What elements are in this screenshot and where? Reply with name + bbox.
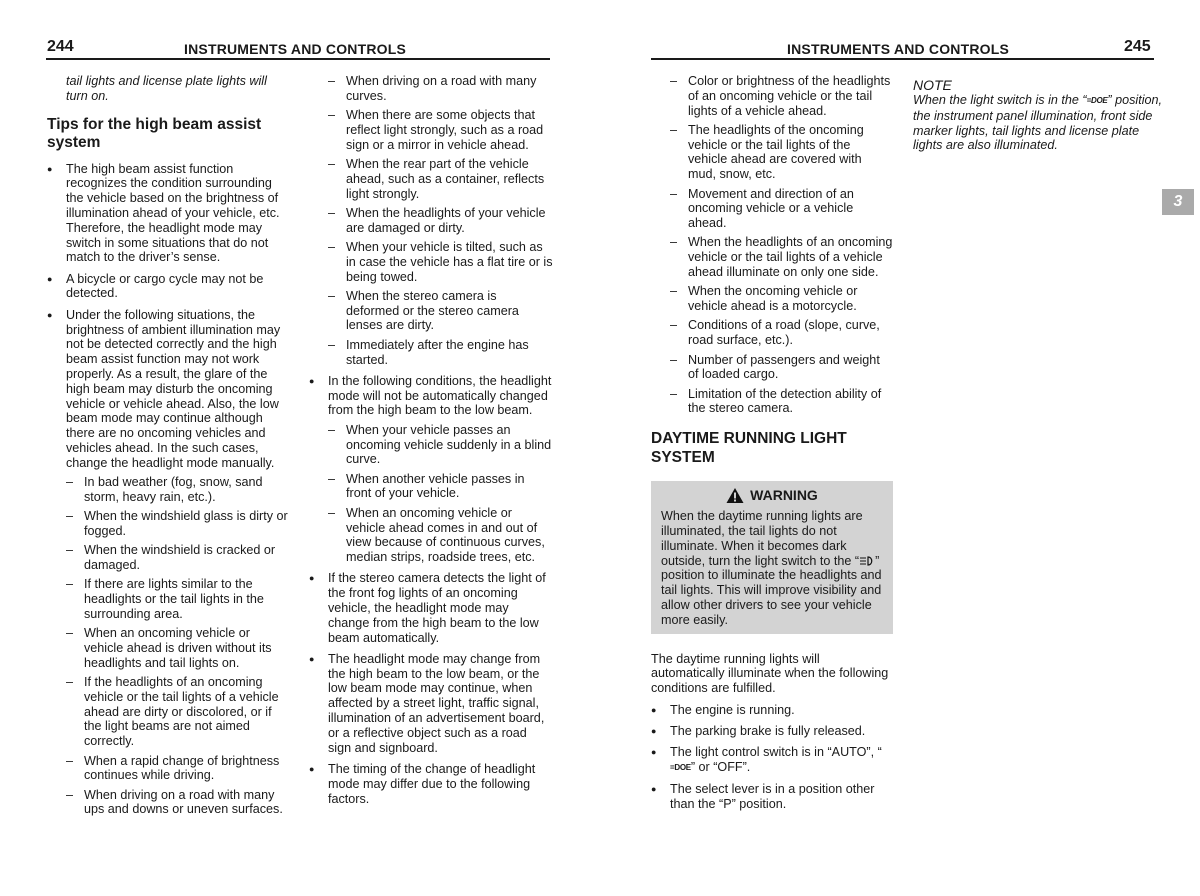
bullet-item: ● The timing of the change of headlight mode may differ due to the following factors. xyxy=(309,762,553,806)
tail-light-symbol-icon: =DOE xyxy=(670,762,691,772)
dash-item: – When the stereo camera is deformed or the stereo camera lenses are dirty. xyxy=(328,289,553,333)
dash-item: – When the headlights of your vehicle are damaged or dirty. xyxy=(328,206,553,236)
dash-item: – Immediately after the engine has started. xyxy=(328,338,553,368)
right-column-1 xyxy=(651,74,893,812)
dash-item: – In bad weather (fog, snow, sand storm, heavy rain, etc.). xyxy=(66,475,291,505)
warning-triangle-icon xyxy=(726,487,744,504)
note-text-part: When the light switch is in the “ xyxy=(913,93,1087,107)
dash-item: – Number of passengers and weight of loaded cargo. xyxy=(670,353,893,383)
dash-item: – When there are some objects that reflect light strongly, such as a road sign or a mirror in vehicle ahead. xyxy=(328,108,553,152)
bullet-text-part: The light control switch is in “AUTO”, “ xyxy=(670,745,882,760)
dash-item: – When the windshield glass is dirty or fogged. xyxy=(66,509,291,539)
dash-item: – The headlights of the oncoming vehicle or the tail lights of the vehicle ahead are covered with mud, snow, etc. xyxy=(670,123,893,182)
warning-text-part: ” position to illuminate the headlights and tail lights. This will improve visibility and allow other drivers to see your vehicle more easily. xyxy=(661,553,882,627)
dash-list xyxy=(47,475,291,817)
drl-paragraph: The daytime running lights will automatically illuminate when the following conditions are fulfilled. xyxy=(651,651,889,696)
dash-item: – When driving on a road with many ups and downs or uneven surfaces. xyxy=(66,788,291,818)
dash-item: – When the oncoming vehicle or vehicle ahead is a motorcycle. xyxy=(670,284,893,314)
tips-heading: Tips for the high beam assist system xyxy=(47,115,262,152)
bullet-item: ● The select lever is in a position other than the “P” position. xyxy=(651,782,893,812)
intro-text: tail lights and license plate lights will turn on. xyxy=(66,74,267,103)
dash-list xyxy=(309,423,553,565)
bullet-item: ● If the stereo camera detects the light of the front fog lights of an oncoming vehicle, the headlight mode may change from the high beam to the low beam automatically. xyxy=(309,571,553,645)
dash-item: – When the windshield is cracked or damaged. xyxy=(66,543,291,573)
tail-light-symbol-icon: =DOE xyxy=(1086,96,1108,105)
bullet-text-part: ” or “OFF”. xyxy=(690,759,751,774)
left-column-1 xyxy=(47,74,291,817)
left-page-number: 244 xyxy=(47,38,74,55)
warning-title: WARNING xyxy=(750,487,818,504)
section-tab: 3 xyxy=(1162,189,1194,215)
bullet-item: ● The parking brake is fully released. xyxy=(651,724,893,739)
dash-item: – Color or brightness of the headlights of an oncoming vehicle or the tail lights of a vehicle ahead. xyxy=(670,74,893,118)
right-page-number: 245 xyxy=(1124,38,1151,55)
dash-item: – When your vehicle passes an oncoming vehicle suddenly in a blind curve. xyxy=(328,423,553,467)
dash-item: – When an oncoming vehicle or vehicle ahead is driven without its headlights and tail lights on. xyxy=(66,626,291,670)
headlight-symbol-icon xyxy=(859,556,875,566)
bullet-item: ● The high beam assist function recognizes the condition surrounding the vehicle based on the brightness of illumination ahead of your vehicle, etc. Therefore, the headlight mode may switch in some situations that do not match to the driver’s sense. xyxy=(47,162,291,266)
warning-text xyxy=(661,509,883,627)
right-page-header: INSTRUMENTS AND CONTROLS xyxy=(787,41,1010,57)
bullet-item: ● Under the following situations, the brightness of ambient illumination may not be detected correctly and the high beam assist function may not work properly. As a result, the glare of the high beam may disturb the oncoming vehicle or vehicle ahead. Also, the low beam mode may continue although there are no oncoming vehicles and vehicles ahead. In the such cases, change the headlight mode manually. xyxy=(47,308,291,471)
drl-heading: DAYTIME RUNNING LIGHT SYSTEM xyxy=(651,430,847,466)
dash-item: – When your vehicle is tilted, such as in case the vehicle has a flat tire or is being towed. xyxy=(328,240,553,284)
dash-item: – When the rear part of the vehicle ahead, such as a container, reflects light strongly. xyxy=(328,157,553,201)
bullet-item: ● In the following conditions, the headlight mode will not be automatically changed from the high beam to the low beam. xyxy=(309,374,553,418)
dash-item: – When another vehicle passes in front of your vehicle. xyxy=(328,472,553,502)
dash-item: – When driving on a road with many curves. xyxy=(328,74,553,104)
dash-list xyxy=(309,74,553,367)
dash-item: – When the headlights of an oncoming vehicle or the tail lights of a vehicle ahead illuminate on only one side. xyxy=(670,235,893,279)
dash-item: – If the headlights of an oncoming vehicle or the tail lights of a vehicle ahead are dirty or discolored, or if the light beams are not aimed correctly. xyxy=(66,675,291,749)
dash-item: – If there are lights similar to the headlights or the tail lights in the surrounding area. xyxy=(66,577,291,621)
note-text xyxy=(913,93,1163,153)
warning-header xyxy=(661,481,883,509)
warning-text-part: When the daytime running lights are illuminated, the tail lights do not illuminate. When it becomes dark outside, turn the light switch to the “ xyxy=(661,509,863,568)
dash-item: – Conditions of a road (slope, curve, road surface, etc.). xyxy=(670,318,893,348)
dash-item: – Movement and direction of an oncoming vehicle or a vehicle ahead. xyxy=(670,187,893,231)
note-text-part: ” position, the instrument panel illumination, front side marker lights, tail lights and license plate lights are also illuminated. xyxy=(913,93,1163,153)
dash-item: – Limitation of the detection ability of the stereo camera. xyxy=(670,387,893,417)
bullet-item xyxy=(651,745,893,776)
note-column xyxy=(913,77,1163,153)
left-column-2 xyxy=(309,74,553,806)
bullet-item: ● A bicycle or cargo cycle may not be detected. xyxy=(47,272,291,302)
note-title: NOTE xyxy=(913,77,952,93)
dash-item: – When a rapid change of brightness continues while driving. xyxy=(66,754,291,784)
right-header-rule xyxy=(651,58,1154,60)
bullet-item: ● The headlight mode may change from the high beam to the low beam, or the low beam mode may continue, when affected by a street light, traffic signal, illumination of an advertisement board, or a reflective object such as a road sign and signboard. xyxy=(309,652,553,756)
left-page-header: INSTRUMENTS AND CONTROLS xyxy=(184,41,407,57)
dash-item: – When an oncoming vehicle or vehicle ahead comes in and out of view because of continuous curves, median strips, roadside trees, etc. xyxy=(328,506,553,565)
warning-box xyxy=(651,481,893,633)
bullet-item: ● The engine is running. xyxy=(651,703,893,718)
left-header-rule xyxy=(46,58,550,60)
dash-list xyxy=(651,74,893,416)
